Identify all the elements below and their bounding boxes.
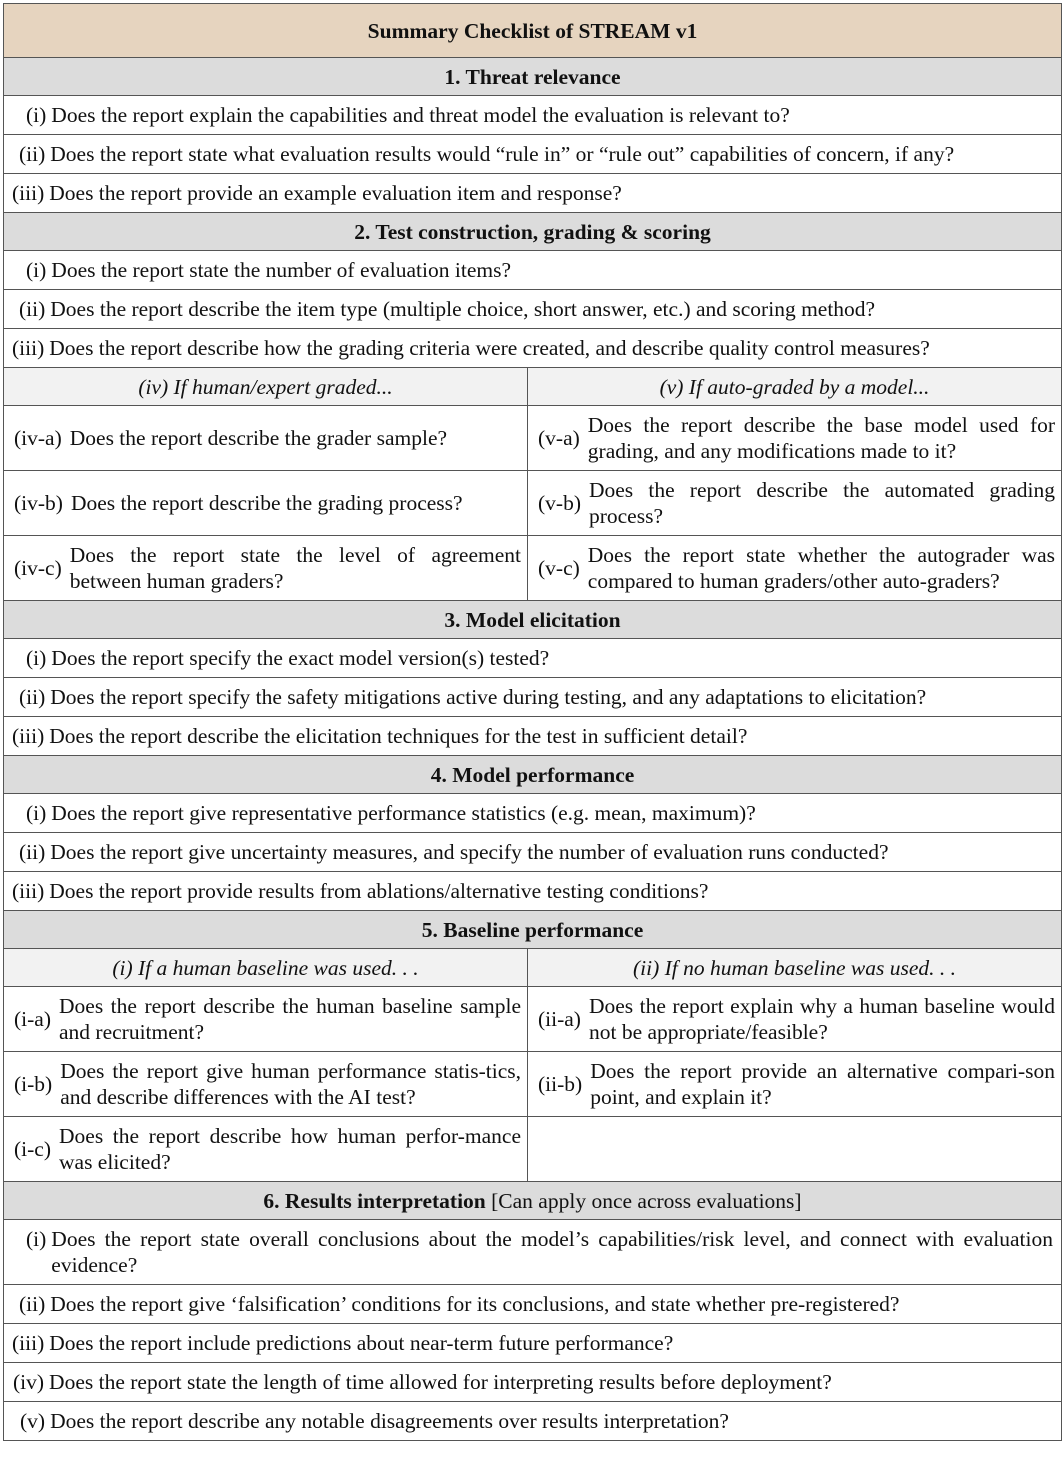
- question-item: [4, 1408, 1061, 1434]
- question-row: [4, 872, 1062, 911]
- question-number: (iv-c): [14, 556, 62, 580]
- question-text: Does the report state the number of evaluation items?: [51, 258, 512, 282]
- question-row: [4, 135, 1062, 174]
- human-baseline-subheading: (i) If a human baseline was used. . .: [4, 949, 528, 987]
- question-item: [4, 257, 1061, 283]
- question-number: (i-a): [14, 1007, 51, 1031]
- section-5-heading-row: [4, 911, 1062, 949]
- grading-split-row: [4, 471, 1062, 536]
- question-text: Does the report give uncertainty measures, and specify the number of evaluation runs conducted?: [50, 840, 889, 864]
- baseline-split-heading-row: [4, 949, 1062, 987]
- grading-split-row: [4, 536, 1062, 601]
- question-number: (i): [26, 1227, 47, 1251]
- question-number: (ii): [19, 297, 46, 321]
- split-question-item: [4, 490, 527, 516]
- question-text: Does the report provide an example evaluation item and response?: [49, 181, 622, 205]
- question-number: (iii): [12, 724, 45, 748]
- baseline-split-row: [4, 987, 1062, 1052]
- question-number: (ii): [19, 685, 46, 709]
- question-text: Does the report provide an alternative compari-son point, and explain it?: [590, 1059, 1056, 1109]
- question-text: Does the report describe the grading process?: [70, 491, 463, 515]
- question-text: Does the report state the level of agreement between human graders?: [69, 543, 521, 593]
- question-item: [4, 141, 1061, 167]
- section-heading: 2. Test construction, grading & scoring: [4, 213, 1062, 251]
- section-heading: 1. Threat relevance: [4, 58, 1062, 96]
- question-row: [4, 174, 1062, 213]
- question-number: (ii): [19, 1292, 46, 1316]
- section-2-heading-row: [4, 213, 1062, 251]
- question-number: (ii): [19, 142, 46, 166]
- question-number: (iii): [12, 879, 45, 903]
- question-text: Does the report describe how the grading criteria were created, and describe quality control measures?: [49, 336, 930, 360]
- stream-checklist-table: [3, 3, 1062, 1441]
- question-item: [4, 1369, 1061, 1395]
- question-item: [4, 102, 1061, 128]
- section-heading: 3. Model elicitation: [4, 601, 1062, 639]
- question-number: (iv-b): [14, 491, 63, 515]
- section-4-heading-row: [4, 756, 1062, 794]
- question-number: (v-c): [538, 556, 580, 580]
- split-question-item: [4, 1123, 527, 1175]
- question-text: Does the report specify the exact model version(s) tested?: [51, 646, 550, 670]
- question-item: [4, 335, 1061, 361]
- question-text: Does the report describe the grader sample?: [69, 426, 448, 450]
- question-row: [4, 678, 1062, 717]
- section-3-heading-row: [4, 601, 1062, 639]
- question-item: [4, 723, 1061, 749]
- question-number: (i): [26, 646, 47, 670]
- question-row: [4, 717, 1062, 756]
- split-question-item: [4, 1058, 527, 1110]
- question-number: (i-c): [14, 1137, 51, 1161]
- question-text: Does the report state the length of time allowed for interpreting results before deployment?: [49, 1370, 832, 1394]
- question-number: (iii): [12, 1331, 45, 1355]
- baseline-split-row: [4, 1052, 1062, 1117]
- question-text: Does the report give ‘falsification’ conditions for its conclusions, and state whether pre-registered?: [50, 1292, 900, 1316]
- question-text: Does the report describe the automated grading process?: [588, 478, 1056, 528]
- split-question-item: [528, 993, 1061, 1045]
- question-text: Does the report describe the base model used for grading, and any modifications made to it?: [587, 413, 1056, 463]
- split-question-item: [528, 477, 1061, 529]
- question-item: [4, 645, 1061, 671]
- question-number: (i-b): [14, 1072, 53, 1096]
- split-question-item: [528, 542, 1061, 594]
- section-heading: 5. Baseline performance: [4, 911, 1062, 949]
- question-number: (iii): [12, 181, 45, 205]
- question-row: [4, 639, 1062, 678]
- human-graded-subheading: (iv) If human/expert graded...: [4, 368, 528, 406]
- question-item: [4, 1330, 1061, 1356]
- question-text: Does the report give human performance statis-tics, and describe differences with the AI test?: [60, 1059, 521, 1109]
- section-heading-text: 6. Results interpretation: [263, 1188, 486, 1213]
- question-number: (v-a): [538, 426, 580, 450]
- question-number: (iv): [13, 1370, 45, 1394]
- question-item: [4, 684, 1061, 710]
- question-row: [4, 251, 1062, 290]
- question-number: (ii-a): [538, 1007, 581, 1031]
- question-number: (v): [20, 1409, 46, 1433]
- split-question-item: [528, 1058, 1061, 1110]
- question-number: (ii-b): [538, 1072, 583, 1096]
- question-text: Does the report explain why a human baseline would not be appropriate/feasible?: [588, 994, 1056, 1044]
- section-heading: 4. Model performance: [4, 756, 1062, 794]
- question-text: Does the report describe the human baseline sample and recruitment?: [59, 994, 521, 1044]
- question-text: Does the report state overall conclusions about the model’s capabilities/risk level, and connect with evaluation evidence?: [51, 1227, 1054, 1277]
- question-row: [4, 290, 1062, 329]
- question-number: (iii): [12, 336, 45, 360]
- grading-split-heading-row: [4, 368, 1062, 406]
- question-text: Does the report describe any notable disagreements over results interpretation?: [50, 1409, 729, 1433]
- question-number: (ii): [19, 840, 46, 864]
- checklist-title: Summary Checklist of STREAM v1: [4, 4, 1062, 58]
- question-row: [4, 1220, 1062, 1285]
- question-number: (iv-a): [14, 426, 62, 450]
- auto-graded-subheading: (v) If auto-graded by a model...: [528, 368, 1062, 406]
- question-item: [4, 296, 1061, 322]
- question-text: Does the report state whether the autograder was compared to human graders/other auto-graders?: [587, 543, 1056, 593]
- section-heading-note: [Can apply once across evaluations]: [491, 1188, 802, 1213]
- question-row: [4, 833, 1062, 872]
- question-item: [4, 1226, 1061, 1278]
- question-row: [4, 1363, 1062, 1402]
- split-question-item: [4, 542, 527, 594]
- question-item: [4, 839, 1061, 865]
- question-item: [4, 878, 1061, 904]
- question-number: (v-b): [538, 491, 581, 515]
- question-text: Does the report state what evaluation results would “rule in” or “rule out” capabilities of concern, if any?: [50, 142, 955, 166]
- no-human-baseline-subheading: (ii) If no human baseline was used. . .: [528, 949, 1062, 987]
- question-row: [4, 1402, 1062, 1441]
- baseline-split-row: [4, 1117, 1062, 1182]
- question-number: (i): [26, 103, 47, 127]
- question-row: [4, 1324, 1062, 1363]
- question-text: Does the report describe the item type (multiple choice, short answer, etc.) and scoring method?: [50, 297, 876, 321]
- empty-cell: [528, 1117, 1062, 1182]
- question-text: Does the report describe how human perfor-mance was elicited?: [59, 1124, 521, 1174]
- question-text: Does the report specify the safety mitigations active during testing, and any adaptations to elicitation?: [50, 685, 927, 709]
- question-text: Does the report explain the capabilities and threat model the evaluation is relevant to?: [51, 103, 790, 127]
- grading-split-row: [4, 406, 1062, 471]
- question-number: (i): [26, 801, 47, 825]
- split-question-item: [528, 412, 1061, 464]
- question-text: Does the report give representative performance statistics (e.g. mean, maximum)?: [51, 801, 756, 825]
- question-item: [4, 1291, 1061, 1317]
- question-row: [4, 794, 1062, 833]
- section-heading: [4, 1182, 1062, 1220]
- question-number: (i): [26, 258, 47, 282]
- split-question-item: [4, 993, 527, 1045]
- section-1-heading-row: [4, 58, 1062, 96]
- question-row: [4, 96, 1062, 135]
- title-row: [4, 4, 1062, 58]
- question-item: [4, 180, 1061, 206]
- question-item: [4, 800, 1061, 826]
- question-text: Does the report provide results from ablations/alternative testing conditions?: [49, 879, 709, 903]
- question-text: Does the report describe the elicitation techniques for the test in sufficient detail?: [49, 724, 748, 748]
- split-question-item: [4, 425, 527, 451]
- question-row: [4, 1285, 1062, 1324]
- section-6-heading-row: [4, 1182, 1062, 1220]
- question-row: [4, 329, 1062, 368]
- question-text: Does the report include predictions about near-term future performance?: [49, 1331, 674, 1355]
